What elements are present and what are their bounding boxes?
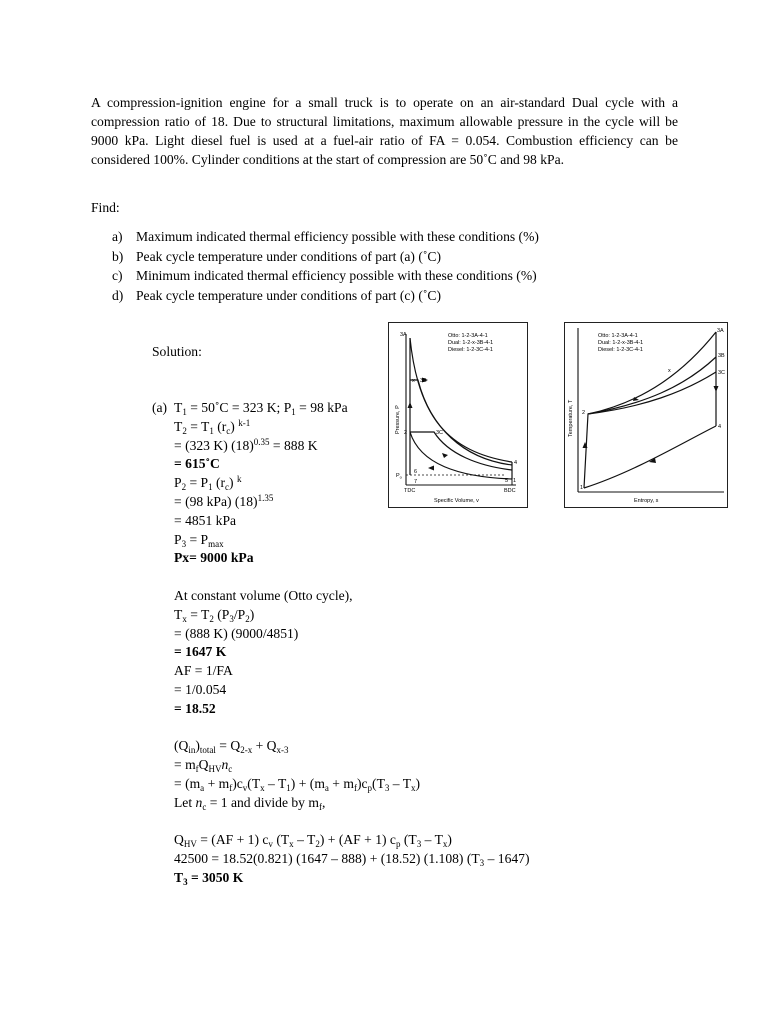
- ts-label-2: 2: [582, 410, 586, 416]
- pv-x-label: Specific Volume, v: [434, 498, 479, 504]
- find-label: Find:: [91, 200, 120, 215]
- equation-line: = 1/0.054: [174, 681, 227, 697]
- list-text: Maximum indicated thermal efficiency possible with these conditions (%): [136, 229, 539, 244]
- list-letter: c): [112, 268, 123, 283]
- ts-label-3b: 3B: [718, 353, 725, 359]
- equation-line: 42500 = 18.52(0.821) (1647 – 888) + (18.52) (1.108) $(T_3 - 1647)$: [174, 851, 530, 869]
- ts-label-3a: 3A: [717, 328, 724, 334]
- pv-label-1: 1: [513, 478, 517, 484]
- ts-label-4: 4: [718, 424, 722, 430]
- list-letter: a): [112, 229, 123, 244]
- equation-line: = 18.52: [174, 700, 216, 716]
- equation-line: Px= 9000 kPa: [174, 550, 254, 566]
- pv-y-label: Pressure, P: [395, 405, 401, 434]
- list-item: [112, 286, 539, 306]
- equation-line: $T_3 = 3050$ K: [174, 869, 244, 887]
- ts-label-3c: 3C: [718, 370, 726, 376]
- equation-line: $(Q_{in})_{total} = Q_{2-x} + Q_{x-3}$: [174, 738, 289, 756]
- list-item: [112, 266, 539, 286]
- list-text: Minimum indicated thermal efficiency possible with these conditions (%): [136, 268, 537, 283]
- equation-line: = 615˚C: [174, 456, 220, 472]
- pv-label-3c: 3C: [436, 430, 444, 436]
- pv-label-5: 5: [505, 478, 509, 484]
- equation-line: = $m_fQ_{HV}n_c$: [174, 757, 233, 775]
- equation-line: At constant volume (Otto cycle),: [174, 587, 353, 603]
- part-label: (a): [152, 400, 168, 415]
- solution-label: Solution:: [152, 344, 202, 359]
- pv-label-3a: 3A: [400, 332, 407, 338]
- equation-line: = (98 kPa) $(18)^{1.35}$: [174, 492, 274, 509]
- equation-line: = (323 K) $(18)^{0.35} = 888$ K: [174, 436, 318, 453]
- pv-label-3b: 3B: [420, 378, 427, 384]
- pv-label-2: 2: [404, 430, 408, 436]
- pv-label-x: x: [412, 378, 415, 384]
- ts-x-label: Entropy, s: [634, 498, 659, 504]
- pv-bdc-label: BDC: [504, 488, 516, 494]
- list-letter: d): [112, 287, 124, 303]
- find-list: [112, 227, 539, 305]
- list-item: [112, 247, 539, 267]
- equation-line: $Q_{HV} = (AF + 1)$ $c_v$ $(T_x - T_2) + (AF + 1)$ $c_p$ $(T_3 - T_x)$: [174, 832, 452, 850]
- solution-work: [152, 399, 529, 888]
- list-item: [112, 227, 539, 247]
- equation-line: = $(m_a + m_f)c_v(T_x - T_1) + (m_a + m_f)c_p(T_3 - T_x)$: [174, 775, 421, 793]
- equation-line: $P_3 = P_{max}$: [174, 531, 224, 549]
- pv-tdc-label: TDC: [404, 488, 416, 494]
- pv-legend-diesel: Diesel: 1-2-3C-4-1: [448, 347, 493, 353]
- equation-line: = 1647 K: [174, 644, 227, 660]
- list-text: Peak cycle temperature under conditions of part (a) (˚C): [136, 248, 441, 264]
- ts-diagram: [564, 322, 728, 508]
- pv-label-4: 4: [514, 460, 518, 466]
- equation-line: (a) $T_1$ = 50˚C = 323 K; $P_1 = 98$ kPa: [152, 400, 348, 417]
- equation-line: $P_2 = P_1$ $(r_c)$ $^k$: [174, 474, 242, 493]
- ts-label-x: x: [668, 368, 671, 374]
- equation-line: $T_2 = T_1$ $(r_c)$ $^{k-1}$: [174, 417, 251, 436]
- equation-line: $T_x = T_2$ $(P_3/P_2)$: [174, 606, 255, 624]
- pv-label-po: $P_o$: [396, 473, 402, 480]
- ts-label-1: 1: [580, 485, 584, 491]
- ts-legend-diesel: Diesel: 1-2-3C-4-1: [598, 347, 643, 353]
- problem-statement: A compression-ignition engine for a small truck is to operate on an air-standard Dual cycle with a compression ratio of 18. Due to structural limitations, maximum allowable pressure in the cycle will be 9000 kPa. Light diesel fuel is used at a fuel-air ratio of FA = 0.054. Combustion efficiency can be considered 100%. Cylinder conditions at the start of compression are 50˚C and 98 kPa.: [91, 95, 678, 167]
- ts-y-label: Temperature, T: [568, 399, 574, 437]
- ts-legend-otto: Otto: 1-2-3A-4-1: [598, 333, 638, 339]
- equation-line: = 4851 kPa: [174, 512, 237, 528]
- list-text: Peak cycle temperature under conditions of part (c) (˚C): [136, 287, 441, 303]
- list-letter: b): [112, 248, 124, 264]
- equation-line: Let $n_c = 1$ and divide by $m_f$,: [174, 794, 326, 812]
- ts-legend-dual: Dual: 1-2-x-3B-4-1: [598, 340, 644, 346]
- pv-label-7: 7: [414, 479, 418, 485]
- equation-line: AF = 1/FA: [174, 663, 233, 679]
- pv-legend-otto: Otto: 1-2-3A-4-1: [448, 333, 488, 339]
- pv-label-6: 6: [414, 469, 418, 475]
- equation-line: = (888 K) (9000/4851): [174, 625, 299, 641]
- pv-legend-dual: Dual: 1-2-x-3B-4-1: [448, 340, 494, 346]
